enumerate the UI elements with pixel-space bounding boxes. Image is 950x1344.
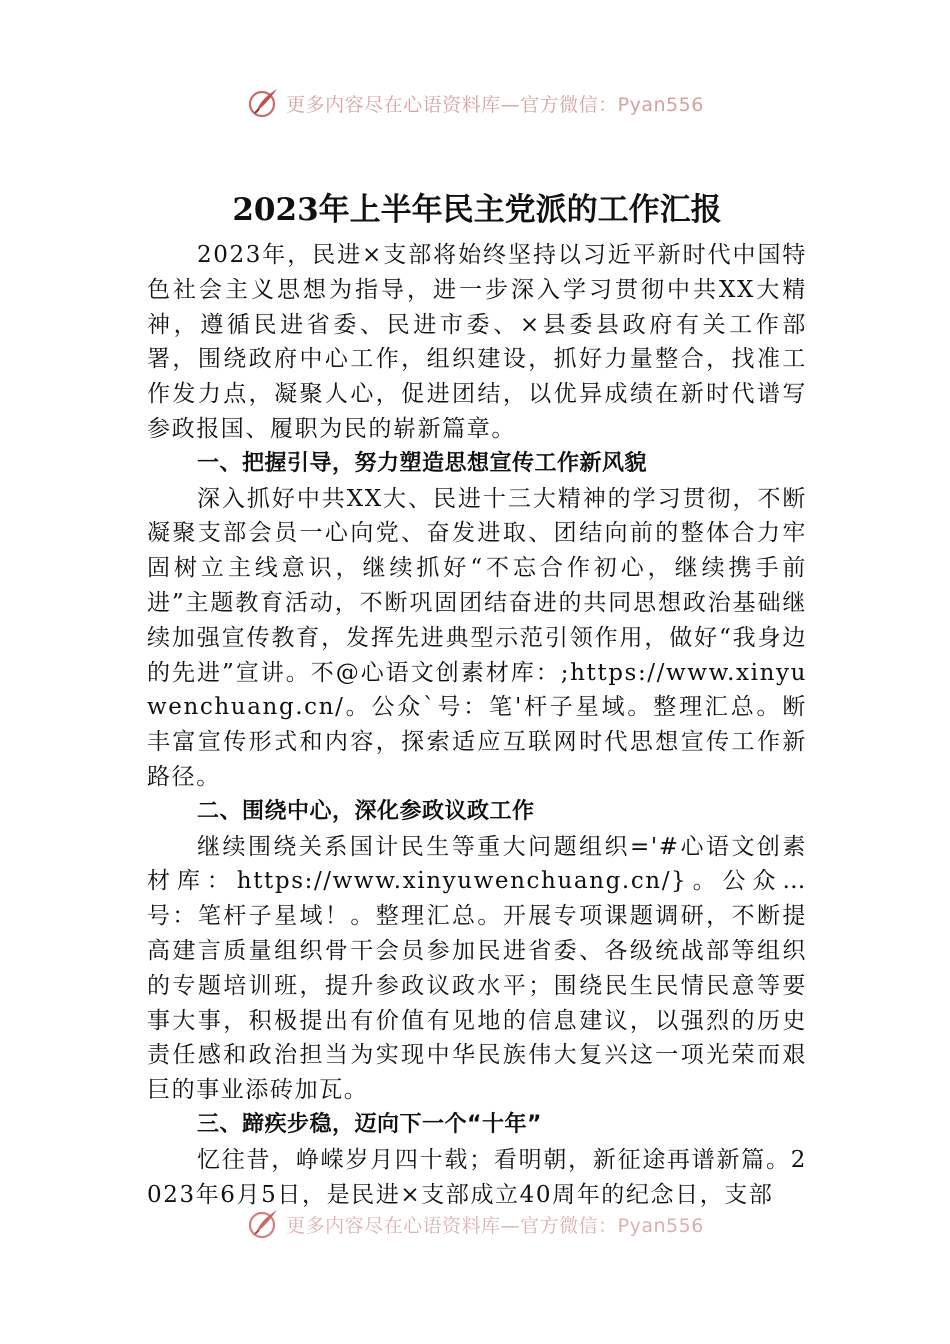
paragraph-intro: 2023年，民进×支部将始终坚持以习近平新时代中国特色社会主义思想为指导，进一步深入学习贯彻中共XX大精神，遵循民进省委、民进市委、×县委县政府有关工作部署，围绕政府中心工作，组织建设，抓好力量整合，找准工作发力点，凝聚人心，促进团结，以优异成绩在新时代谱写参政报国、履职为民的崭新篇章。 bbox=[147, 242, 807, 442]
watermark-text: 更多内容尽在心语资料库—官方微信：Pyan556 bbox=[286, 1214, 704, 1237]
paragraph-section-2: 继续围绕关系国计民生等重大问题组织='#心语文创素材库：https://www.xinyuwenchuang.cn/}。公众…号：笔杆子星域！。整理汇总。开展专项课题调研，不断提高建言质量组织骨干会员参加民进省委、各级统战部等组织的专题培训班，提升参政议政水平；围绕民生民情民意等要事大事，积极提出有价值有见地的信息建议，以强烈的历史责任感和政治担当为实现中华民族伟大复兴这一项光荣而艰巨的事业添砖加瓦。 bbox=[147, 833, 807, 1104]
section-heading-1: 一、把握引导，努力塑造思想宣传工作新风貌 bbox=[197, 450, 648, 476]
quill-logo-icon bbox=[246, 86, 280, 120]
watermark-bottom bbox=[0, 1204, 950, 1244]
paragraph-section-1: 深入抓好中共XX大、民进十三大精神的学习贯彻，不断凝聚支部会员一心向党、奋发进取、团结向前的整体合力牢固树立主线意识，继续抓好“不忘合作初心，继续携手前进”主题教育活动，不断巩固团结奋进的共同思想政治基础继续加强宣传教育，发挥先进典型示范引领作用，做好“我身边的先进”宣讲。不@心语文创素材库：;https://www.xinyuwenchuang.cn/。公众`号：笔'杆子星域。整理汇总。断丰富宣传形式和内容，探索适应互联网时代思想宣传工作新路径。 bbox=[147, 485, 807, 790]
quill-logo-icon bbox=[246, 1207, 280, 1241]
watermark-top bbox=[0, 83, 950, 123]
section-heading-2: 二、围绕中心，深化参政议政工作 bbox=[197, 798, 535, 824]
paragraph-section-3: 忆往昔，峥嵘岁月四十载；看明朝，新征途再谱新篇。2023年6月5日，是民进×支部成立40周年的纪念日，支部 bbox=[147, 1146, 807, 1208]
document-body bbox=[147, 186, 807, 1212]
watermark-text: 更多内容尽在心语资料库—官方微信：Pyan556 bbox=[286, 93, 704, 116]
document-title: 2023年上半年民主党派的工作汇报 bbox=[232, 192, 722, 228]
section-heading-3: 三、蹄疾步稳，迈向下一个“十年” bbox=[197, 1111, 542, 1137]
